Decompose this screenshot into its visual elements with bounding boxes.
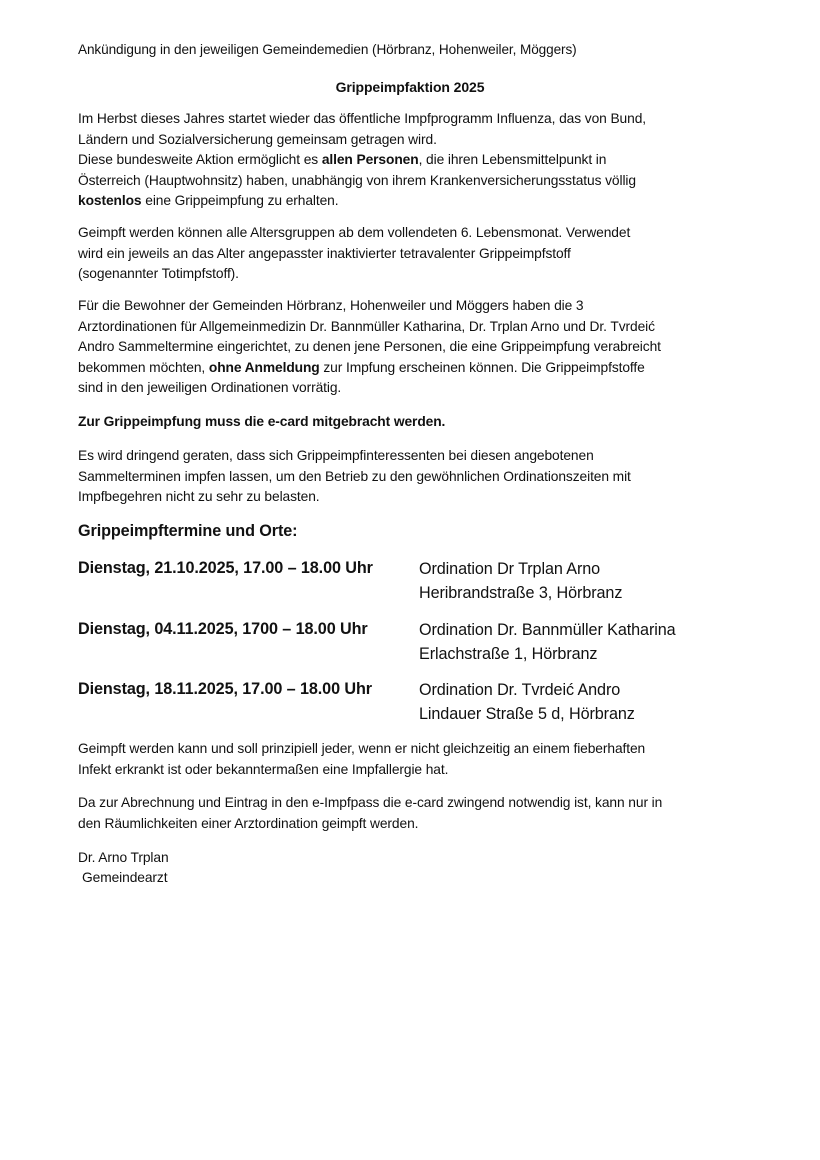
age-line-2: wird ein jeweils an das Alter angepasster inaktivierter tetravalenter Grippeimpfstoff xyxy=(78,245,571,261)
residents-line-3: Andro Sammeltermine eingerichtet, zu denen jene Personen, die eine Grippeimpfung verabreicht xyxy=(78,339,661,355)
intro-line-4: Österreich (Hauptwohnsitz) haben, unabhängig von ihrem Krankenversicherungsstatus völlig xyxy=(78,172,636,188)
intro-line-1: Im Herbst dieses Jahres startet wieder das öffentliche Impfprogramm Influenza, das von Bund, xyxy=(78,111,646,126)
intro-text: eine Grippeimpfung zu erhalten. xyxy=(141,193,339,209)
billing-line-1: Da zur Abrechnung und Eintrag in den e-Impfpass die e-card zwingend notwendig ist, kann nur in xyxy=(78,795,663,810)
appointment-3-location xyxy=(419,678,635,726)
document-title: Grippeimpfaktion 2025 xyxy=(335,79,485,95)
residents-line-5: sind in den jeweiligen Ordinationen vorrätig. xyxy=(78,380,342,396)
eligibility-line-2: Infekt erkrankt ist oder bekanntermaßen eine Impfallergie hat. xyxy=(78,761,449,777)
advice-paragraph xyxy=(78,446,744,508)
age-line-3: (sogenannter Totimpfstoff). xyxy=(78,266,239,282)
advice-line-2: Sammelterminen impfen lassen, um den Betrieb zu den gewöhnlichen Ordinationszeiten mit xyxy=(78,468,631,484)
appointment-2-practice: Ordination Dr. Bannmüller Katharina xyxy=(419,621,676,639)
residents-line-2: Arztordinationen für Allgemeinmedizin Dr. Bannmüller Katharina, Dr. Trplan Arno und Dr. Tvrdeić xyxy=(78,318,655,334)
intro-emphasis-free: kostenlos xyxy=(78,193,142,209)
age-paragraph xyxy=(78,223,744,285)
residents-line-1: Für die Bewohner der Gemeinden Hörbranz, Hohenweiler und Möggers haben die 3 xyxy=(78,298,584,313)
eligibility-line-1: Geimpft werden kann und soll prinzipiell jeder, wenn er nicht gleichzeitig an einem fieberhaften xyxy=(78,741,646,756)
intro-paragraph xyxy=(78,109,744,212)
residents-text: bekommen möchten, xyxy=(78,359,209,375)
appointment-2-location xyxy=(419,618,676,666)
announcement-header: Ankündigung in den jeweiligen Gemeindemedien (Hörbranz, Hohenweiler, Möggers) xyxy=(78,42,577,57)
signature-name: Dr. Arno Trplan xyxy=(78,850,169,865)
appointment-1-location xyxy=(419,557,622,605)
ecard-notice xyxy=(78,412,744,433)
appointment-3-address: Lindauer Straße 5 d, Hörbranz xyxy=(419,705,635,723)
intro-text: , die ihren Lebensmittelpunkt in xyxy=(418,152,607,168)
residents-paragraph xyxy=(78,296,744,399)
appointment-2-address: Erlachstraße 1, Hörbranz xyxy=(419,645,598,663)
appointment-1-date: Dienstag, 21.10.2025, 17.00 – 18.00 Uhr xyxy=(78,559,373,577)
appointments-heading: Grippeimpftermine und Orte: xyxy=(78,522,298,540)
signature-block xyxy=(78,848,169,888)
appointment-1-address: Heribrandstraße 3, Hörbranz xyxy=(419,584,623,602)
appointment-3-practice: Ordination Dr. Tvrdeić Andro xyxy=(419,681,621,699)
billing-paragraph xyxy=(78,793,744,834)
intro-line-5 xyxy=(78,191,744,212)
residents-emphasis-no-registration: ohne Anmeldung xyxy=(208,359,320,375)
appointment-1-practice: Ordination Dr Trplan Arno xyxy=(419,560,601,578)
advice-line-3: Impfbegehren nicht zu sehr zu belasten. xyxy=(78,489,320,505)
advice-line-1: Es wird dringend geraten, dass sich Grippeimpfinteressenten bei diesen angebotenen xyxy=(78,448,594,463)
appointment-3-date: Dienstag, 18.11.2025, 17.00 – 18.00 Uhr xyxy=(78,680,372,698)
residents-text: zur Impfung erscheinen können. Die Grippeimpfstoffe xyxy=(319,359,645,375)
age-line-1: Geimpft werden können alle Altersgruppen ab dem vollendeten 6. Lebensmonat. Verwendet xyxy=(78,225,631,240)
eligibility-paragraph xyxy=(78,739,744,780)
intro-line-3 xyxy=(78,150,744,171)
signature-role: Gemeindearzt xyxy=(82,870,168,885)
ecard-notice-text: Zur Grippeimpfung muss die e-card mitgebracht werden. xyxy=(78,414,446,429)
residents-line-4 xyxy=(78,358,744,379)
intro-line-2: Ländern und Sozialversicherung gemeinsam getragen wird. xyxy=(78,131,437,147)
appointment-2-date: Dienstag, 04.11.2025, 1700 – 18.00 Uhr xyxy=(78,620,368,638)
intro-text: Diese bundesweite Aktion ermöglicht es xyxy=(78,152,322,168)
billing-line-2: den Räumlichkeiten einer Arztordination geimpft werden. xyxy=(78,815,419,831)
intro-emphasis-all-persons: allen Personen xyxy=(321,152,419,168)
